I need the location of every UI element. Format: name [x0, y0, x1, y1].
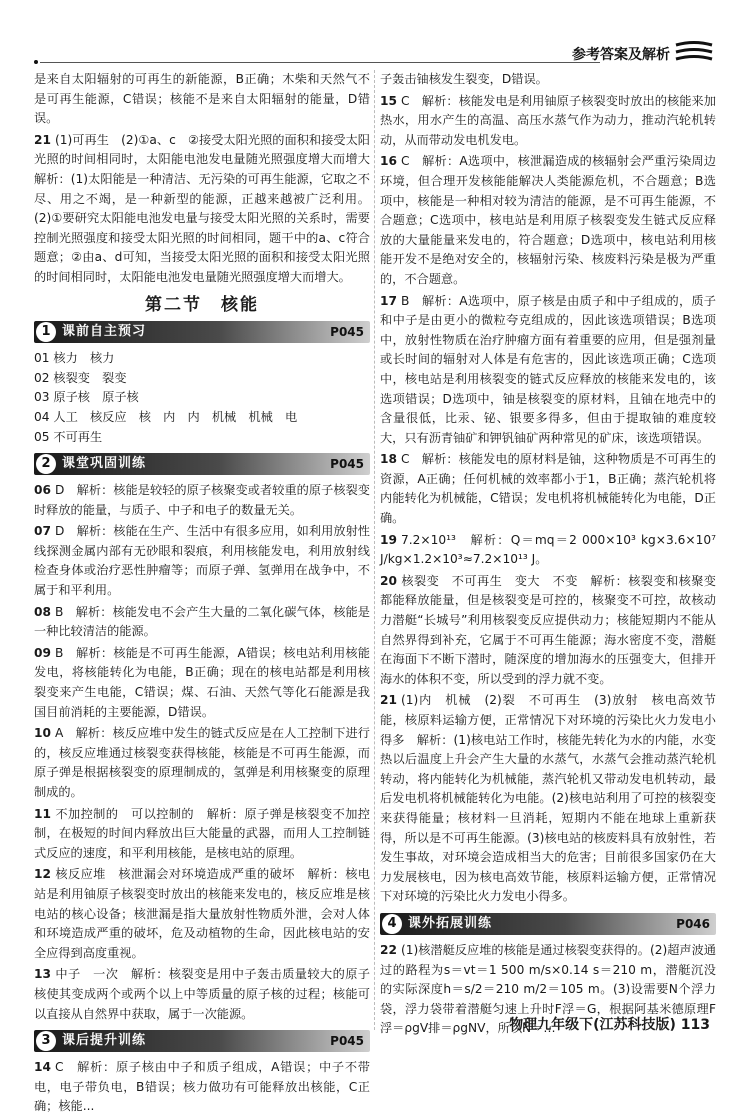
question-08 [34, 603, 370, 642]
question-14 [34, 1058, 370, 1117]
header-dot [34, 60, 38, 64]
question-18 [380, 450, 716, 528]
question-19 [380, 531, 716, 570]
header-rule [40, 62, 600, 63]
question-number: 16 [380, 154, 397, 169]
question-number: 21 [34, 132, 51, 147]
band-number: 4 [382, 914, 402, 934]
question-06 [34, 481, 370, 520]
question-20 [380, 572, 716, 690]
q20-tail: 是来自太阳辐射的可再生的新能源，B正确；木柴和天然气不是可再生能源，C错误；核能不是来自太阳辐射的能量，D错误。 [34, 72, 370, 126]
answer-text: (1)可再生 (2)①a、c ②接受太阳光照的面积和接受太阳光照的时间相同时，太阳能电池发电量随光照强度增大而增大 解析：(1)太阳能是一种清洁、无污染的可再生能源，它取之不尽、用之不竭，是一种新型的能源，正越来越被广泛利用。(2)①要研究太阳能电池发电量与接受太阳光照的关系时，需要控制光照强度和接受太阳光照的时间相同，题干中的a、c符合题意；②由a、d可知，当接受太阳光照的面积和接受太阳光照的时间相同时，太阳能电池发电量随光照强度增大而增大。 [34, 132, 383, 284]
question-number: 09 [34, 645, 51, 660]
question-16 [380, 152, 716, 289]
question-number: 13 [34, 967, 51, 982]
header-title: 参考答案及解析 [572, 47, 670, 63]
section-band-improve [34, 1030, 370, 1052]
answer-text: C 解析：核能发电是利用铀原子核裂变时放出的核能来加热水，用水产生的高温、高压水蒸气作为动力，推动汽轮机转动，从而带动发电机发电。 [380, 93, 716, 147]
band-number: 2 [36, 454, 56, 474]
question-number: 22 [380, 942, 397, 957]
prep-item: 01 核力 核力 [34, 351, 115, 366]
answer-text: C 解析：A选项中，核泄漏造成的核辐射会严重污染周边环境，但合理开发核能能解决人类能源危机，不合题意；B选项中，核能是一种相对较为清洁的能源，是不可再生能源，不合题意；C选项中，核电站是利用原子核裂变发生链式反应释放的大量能量来发电的，符合题意；D选项中，核电站利用核能开发不是绝对安全的，核辐射污染、核废料污染是极为严重的，不合题意。 [380, 154, 716, 286]
answer-text: (1)内 机械 (2)裂 不可再生 (3)放射 核电高效节能，核原料运输方便，正常情况下对环境的污染比火力发电小得多 解析：(1)核电站工作时，核能先转化为水的内能，水变热以后温度上升会产生大量的水蒸气，水蒸气会推动蒸汽轮机转动，将内能转化为机械能，蒸汽轮机又带动发电机转动，最后发电机将机械能转化为电能。(2)核电站利用了可控的核裂变来获得能量；核材料一旦消耗，短期内不能在地球上重新获得，所以是不可再生能源。(3)核电站的核废料具有放射性，若发生事故，对环境会造成相当大的危害；目前很多国家仍在大力发展核电，因为核电高效节能，核原料运输方便，正常情况下对环境的污染比火力发电小得多。 [380, 693, 716, 904]
question-11 [34, 805, 370, 864]
answer-text: A 解析：核反应堆中发生的链式反应是在人工控制下进行的，核反应堆通过核裂变获得核能，核能是不可再生能源，而原子弹是根据核裂变的原理制成的，氢弹是利用核聚变的原理制成的。 [34, 726, 370, 799]
answer-text: 核裂变 不可再生 变大 不变 解析：核裂变和核聚变都能释放能量，但是核裂变是可控的，核聚变不可控，故核动力潜艇“长城号”利用核裂变反应提供动力；核能短期内不能从自然界得到补充，它属于不可再生能源；海水密度不变，潜艇在海面下不断下潜时，随深度的增加海水的压强变大，但排开海水的体积不变，所以受到的浮力就不变。 [380, 573, 716, 686]
question-15 [380, 92, 716, 151]
answer-text: B 解析：核能发电不会产生大量的二氧化碳气体，核能是一种比较清洁的能源。 [34, 604, 370, 639]
right-column [380, 70, 716, 1041]
question-number: 15 [380, 93, 397, 108]
answer-text: D 解析：核能在生产、生活中有很多应用，如利用放射性线探测金属内部有无砂眼和裂痕，利用核能发电，利用放射线检查身体或治疗恶性肿瘤等；而原子弹、氢弹用在战争中，不属于和平利用。 [34, 524, 370, 598]
band-page-ref: P045 [330, 457, 364, 472]
prep-item: 05 不可再生 [34, 429, 103, 444]
question-number: 20 [380, 573, 397, 588]
prep-item: 03 原子核 原子核 [34, 390, 139, 405]
question-21-right [380, 691, 716, 907]
band-page-ref: P045 [330, 1034, 364, 1049]
band-number: 1 [36, 322, 56, 342]
question-12 [34, 865, 370, 963]
question-number: 07 [34, 524, 51, 539]
answer-text: 中子 一次 解析：核裂变是用中子轰击质量较大的原子核使其变成两个或两个以上中等质量的原子核的过程；核能可以直接从自然界中获取，属于一次能源。 [34, 967, 370, 1021]
question-17 [380, 292, 716, 449]
section-title: 第二节 核能 [145, 294, 259, 315]
question-number: 10 [34, 726, 51, 741]
header-stripes-icon [674, 40, 714, 64]
page-number: 113 [680, 1017, 710, 1033]
band-page-ref: P045 [330, 325, 364, 340]
q13-tail: 子轰击铀核发生裂变，D错误。 [380, 72, 548, 86]
question-number: 19 [380, 532, 397, 547]
question-number: 18 [380, 452, 397, 467]
answer-text: B 解析：核能是不可再生能源，A错误；核电站利用核能发电，将核能转化为电能，B正确；现在的核电站都是利用核裂变来产生电能，C错误；煤、石油、天然气等化石能源是我国目前消耗的主要能源，D错误。 [34, 645, 370, 719]
band-page-ref: P046 [676, 916, 710, 931]
question-number: 17 [380, 293, 397, 308]
question-21 [34, 131, 383, 288]
page-footer [509, 1014, 710, 1034]
question-07 [34, 522, 370, 600]
question-number: 06 [34, 483, 51, 498]
answer-text: (1)核潜艇反应堆的核能是通过核裂变获得的。(2)超声波通过的路程为s＝vt＝1 500 m/s×0.14 s＝210 m，潜艇沉没的实际深度h＝s/2＝210 m/2＝105 m。(3)设需要N个浮力袋，浮力袋带着潜艇匀速上升时F浮＝G，根据阿基米德原理F浮＝ρgV排＝ρgNV，所以N＝… [380, 942, 716, 1036]
question-number: 12 [34, 867, 51, 882]
question-10 [34, 724, 370, 802]
answer-text: B 解析：A选项中，原子核是由质子和中子组成的，质子和中子是由更小的微粒夸克组成的，因此该选项错误；B选项中，放射性物质在治疗肿瘤方面有着重要的应用，但是强剂量或长时间的辐射对人体是有危害的，因此该选项正确；C选项中，核电站是利用核裂变的链式反应释放的核能来发电的，该选项错误；D选项中，铀是核裂变的原材料，且铀在地壳中的含量很低，比汞、铋、银要多得多，但由于提取铀的难度较大，只有沥青铀矿和钾钒铀矿两种常见的矿床，该选项错误。 [380, 293, 716, 445]
consolidate-answers [34, 481, 370, 1024]
band-label: 课堂巩固训练 [62, 456, 147, 472]
band-label: 课后提升训练 [62, 1033, 147, 1049]
left-column [34, 70, 383, 1119]
question-09 [34, 644, 370, 722]
section-band-preview [34, 321, 370, 343]
section-band-consolidate [34, 453, 370, 475]
question-number: 21 [380, 693, 397, 708]
band-number: 3 [36, 1031, 56, 1051]
question-13 [34, 965, 370, 1024]
answer-text: 不加控制的 可以控制的 解析：原子弹是核裂变不加控制，在极短的时间内释放出巨大能量的武器，而用人工控制链式反应的速度，和平利用核能，是核电站的原理。 [34, 806, 370, 860]
footer-book-title: 物理九年级下(江苏科技版) [509, 1017, 676, 1033]
section-band-extension [380, 913, 716, 935]
answer-text: 7.2×10¹³ 解析：Q＝mq＝2 000×10³ kg×3.6×10⁷ J/kg×1.2×10³≈7.2×10¹³ J。 [380, 532, 716, 567]
page-header [0, 0, 750, 64]
band-label: 课外拓展训练 [408, 915, 493, 931]
answer-text: D 解析：核能是较轻的原子核聚变或者较重的原子核裂变时释放的能量，与质子、中子和电子的数量无关。 [34, 483, 370, 517]
prep-item: 02 核裂变 裂变 [34, 370, 127, 385]
question-number: 11 [34, 806, 51, 821]
column-divider [374, 70, 375, 1030]
band-label: 课前自主预习 [62, 324, 147, 340]
answer-text: 核反应堆 核泄漏会对环境造成严重的破坏 解析：核电站是利用铀原子核裂变时放出的核能来发电的，核反应堆是核电站的核心设备；核泄漏是指大量放射性物质外泄，会对人体和环境造成严重的破坏，危及动植物的生命，因此核电站的安全应得到高度重视。 [34, 867, 370, 960]
prep-answers [34, 349, 370, 447]
answer-text: C 解析：核能发电的原材料是铀，这种物质是不可再生的资源，A正确；任何机械的效率都小于1，B正确；蒸汽轮机将内能转化为机械能，C错误；发电机将机械能转化为电能，D正确。 [380, 452, 716, 526]
prep-item: 04 人工 核反应 核 内 内 机械 机械 电 [34, 409, 298, 424]
question-number: 08 [34, 604, 51, 619]
question-number: 14 [34, 1060, 51, 1075]
answer-text: C 解析：原子核由中子和质子组成，A错误；中子不带电，电子带负电，B错误；核力做功有可能释放出核能，C正确；核能... [34, 1060, 370, 1114]
